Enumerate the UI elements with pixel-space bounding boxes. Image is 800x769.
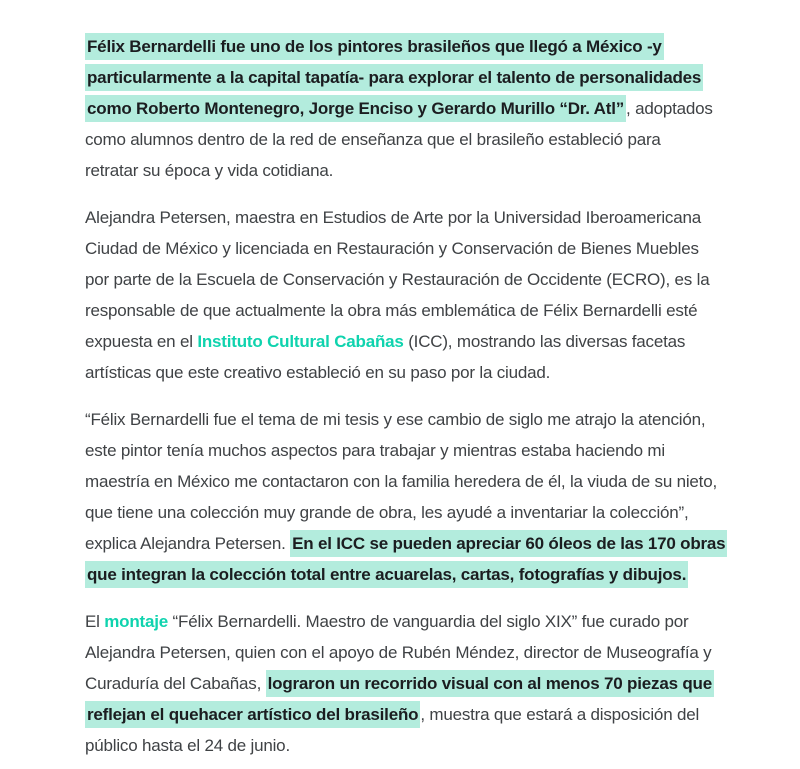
- text-segment: como alumnos dentro de la red de enseñanza que el brasileño estableció para: [85, 130, 661, 149]
- text-segment: este pintor tenía muchos aspectos para trabajar y mientras estaba haciendo mi: [85, 441, 665, 460]
- paragraph: [85, 31, 800, 186]
- text-line: [85, 31, 800, 62]
- paragraph: [85, 606, 800, 761]
- text-segment: El: [85, 612, 105, 631]
- text-segment: expuesta en el: [85, 332, 198, 351]
- paragraph: [85, 404, 800, 590]
- text-line: [85, 93, 800, 124]
- text-segment: público hasta el 24 de junio.: [85, 736, 290, 755]
- text-line: [85, 124, 800, 155]
- text-segment: , muestra que estará a disposición del: [420, 705, 700, 724]
- text-line: [85, 62, 800, 93]
- text-line: [85, 264, 800, 295]
- text-segment: (ICC), mostrando las diversas facetas: [403, 332, 686, 351]
- text-line: [85, 497, 800, 528]
- text-segment: retratar su época y vida cotidiana.: [85, 161, 334, 180]
- highlighted-text: Félix Bernardelli fue uno de los pintores brasileños que llegó a México -y: [85, 33, 664, 60]
- text-line: [85, 606, 800, 637]
- text-segment: Alejandra Petersen, quien con el apoyo de Rubén Méndez, director de Museografía y: [85, 643, 712, 662]
- montaje-link[interactable]: montaje: [104, 612, 169, 631]
- highlighted-text: particularmente a la capital tapatía- para explorar el talento de personalidades: [85, 64, 703, 91]
- text-line: [85, 357, 800, 388]
- text-line: [85, 528, 800, 559]
- text-line: [85, 730, 800, 761]
- highlighted-text: En el ICC se pueden apreciar 60 óleos de las 170 obras: [290, 530, 727, 557]
- highlighted-text: reflejan el quehacer artístico del brasileño: [85, 701, 420, 728]
- text-line: [85, 404, 800, 435]
- text-line: [85, 233, 800, 264]
- text-segment: Curaduría del Cabañas,: [85, 674, 266, 693]
- highlighted-text: como Roberto Montenegro, Jorge Enciso y Gerardo Murillo “Dr. Atl”: [85, 95, 626, 122]
- text-line: [85, 699, 800, 730]
- text-segment: maestría en México me contactaron con la familia heredera de él, la viuda de su nieto,: [85, 472, 717, 491]
- text-line: [85, 155, 800, 186]
- text-line: [85, 295, 800, 326]
- text-line: [85, 637, 800, 668]
- text-line: [85, 435, 800, 466]
- text-segment: , adoptados: [626, 99, 713, 118]
- text-segment: explica Alejandra Petersen.: [85, 534, 291, 553]
- paragraph: [85, 202, 800, 388]
- text-segment: “Félix Bernardelli. Maestro de vanguardia del siglo XIX” fue curado por: [168, 612, 689, 631]
- highlighted-text: que integran la colección total entre acuarelas, cartas, fotografías y dibujos.: [85, 561, 688, 588]
- text-segment: por parte de la Escuela de Conservación y Restauración de Occidente (ECRO), es la: [85, 270, 710, 289]
- text-line: [85, 202, 800, 233]
- instituto-cultural-cabanas-link[interactable]: Instituto Cultural Cabañas: [197, 332, 404, 351]
- text-segment: responsable de que actualmente la obra más emblemática de Félix Bernardelli esté: [85, 301, 698, 320]
- text-line: [85, 559, 800, 590]
- text-segment: Alejandra Petersen, maestra en Estudios de Arte por la Universidad Iberoamericana: [85, 208, 701, 227]
- text-segment: Ciudad de México y licenciada en Restauración y Conservación de Bienes Muebles: [85, 239, 699, 258]
- highlighted-text: lograron un recorrido visual con al menos 70 piezas que: [266, 670, 714, 697]
- text-segment: artísticas que este creativo estableció en su paso por la ciudad.: [85, 363, 551, 382]
- text-segment: que tiene una colección muy grande de obra, les ayudé a inventariar la colección”,: [85, 503, 689, 522]
- text-line: [85, 466, 800, 497]
- text-segment: “Félix Bernardelli fue el tema de mi tesis y ese cambio de siglo me atrajo la atención,: [85, 410, 706, 429]
- text-line: [85, 668, 800, 699]
- text-line: [85, 326, 800, 357]
